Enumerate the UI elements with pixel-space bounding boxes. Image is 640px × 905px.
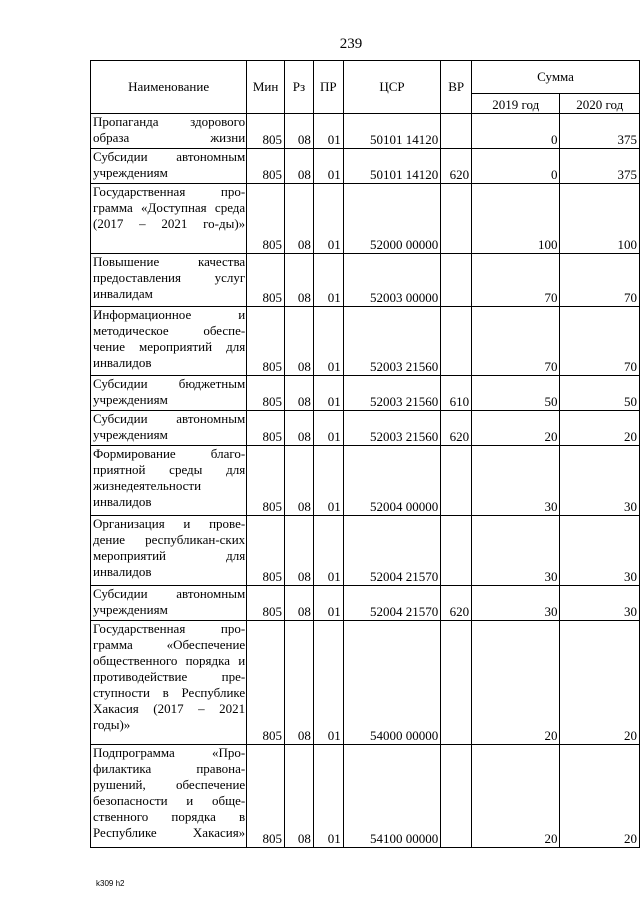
row-sum-2020: 375 bbox=[560, 114, 640, 149]
table-row bbox=[91, 411, 640, 446]
header-csr: ЦСР bbox=[343, 61, 441, 114]
row-sum-2019: 20 bbox=[472, 411, 560, 446]
row-rz: 08 bbox=[285, 184, 314, 254]
row-csr: 54000 00000 bbox=[343, 621, 441, 745]
row-name: Субсидии бюджетным учреждениям bbox=[91, 376, 247, 411]
row-rz: 08 bbox=[285, 516, 314, 586]
row-name: Субсидии автономным учреждениям bbox=[91, 411, 247, 446]
row-rz: 08 bbox=[285, 114, 314, 149]
row-vr: 620 bbox=[441, 586, 472, 621]
row-sum-2019: 20 bbox=[472, 621, 560, 745]
row-name: Повышение качества предоставления услуг инвалидам bbox=[91, 254, 247, 307]
page-number: 239 bbox=[339, 36, 363, 52]
row-sum-2020: 30 bbox=[560, 446, 640, 516]
table-row bbox=[91, 516, 640, 586]
row-min: 805 bbox=[247, 411, 285, 446]
row-vr bbox=[441, 446, 472, 516]
row-pr: 01 bbox=[313, 446, 343, 516]
row-pr: 01 bbox=[313, 149, 343, 184]
row-csr: 52003 21560 bbox=[343, 376, 441, 411]
header-sum: Сумма bbox=[472, 61, 640, 94]
row-sum-2020: 30 bbox=[560, 586, 640, 621]
row-vr bbox=[441, 114, 472, 149]
row-sum-2019: 50 bbox=[472, 376, 560, 411]
table-row bbox=[91, 446, 640, 516]
table-row bbox=[91, 149, 640, 184]
row-vr: 620 bbox=[441, 149, 472, 184]
row-rz: 08 bbox=[285, 376, 314, 411]
row-min: 805 bbox=[247, 586, 285, 621]
row-pr: 01 bbox=[313, 621, 343, 745]
row-name: Организация и прове-дение республикан-ских мероприятий для инвалидов bbox=[91, 516, 247, 586]
row-pr: 01 bbox=[313, 516, 343, 586]
row-vr bbox=[441, 254, 472, 307]
row-pr: 01 bbox=[313, 411, 343, 446]
row-name: Субсидии автономным учреждениям bbox=[91, 149, 247, 184]
row-csr: 54100 00000 bbox=[343, 745, 441, 848]
row-pr: 01 bbox=[313, 376, 343, 411]
row-rz: 08 bbox=[285, 586, 314, 621]
row-csr: 52003 21560 bbox=[343, 411, 441, 446]
row-csr: 52003 21560 bbox=[343, 307, 441, 376]
row-sum-2019: 0 bbox=[472, 114, 560, 149]
row-vr bbox=[441, 745, 472, 848]
header-year-2020: 2020 год bbox=[560, 94, 640, 114]
row-vr bbox=[441, 184, 472, 254]
row-name: Формирование благо-приятной среды для жизнедеятельности инвалидов bbox=[91, 446, 247, 516]
row-pr: 01 bbox=[313, 586, 343, 621]
row-min: 805 bbox=[247, 149, 285, 184]
row-vr bbox=[441, 307, 472, 376]
table-row bbox=[91, 621, 640, 745]
row-sum-2019: 20 bbox=[472, 745, 560, 848]
row-min: 805 bbox=[247, 254, 285, 307]
table-row bbox=[91, 586, 640, 621]
row-sum-2019: 30 bbox=[472, 446, 560, 516]
row-sum-2020: 375 bbox=[560, 149, 640, 184]
row-sum-2020: 20 bbox=[560, 621, 640, 745]
row-csr: 52004 21570 bbox=[343, 516, 441, 586]
table-row bbox=[91, 307, 640, 376]
header-name: Наименование bbox=[91, 61, 247, 114]
table-row bbox=[91, 745, 640, 848]
row-sum-2019: 30 bbox=[472, 586, 560, 621]
table-row bbox=[91, 114, 640, 149]
row-name: Информационное и методическое обеспе-чение мероприятий для инвалидов bbox=[91, 307, 247, 376]
header-min: Мин bbox=[247, 61, 285, 114]
row-vr: 610 bbox=[441, 376, 472, 411]
row-rz: 08 bbox=[285, 307, 314, 376]
row-pr: 01 bbox=[313, 254, 343, 307]
row-pr: 01 bbox=[313, 114, 343, 149]
row-name: Субсидии автономным учреждениям bbox=[91, 586, 247, 621]
row-vr bbox=[441, 516, 472, 586]
row-sum-2019: 100 bbox=[472, 184, 560, 254]
row-rz: 08 bbox=[285, 745, 314, 848]
row-name: Подпрограмма «Про-филактика правона-рушений, обеспечение безопасности и обще-ственного порядка в Республике Хакасия» bbox=[91, 745, 247, 848]
header-year-2019: 2019 год bbox=[472, 94, 560, 114]
footer-code: k309 h2 bbox=[96, 879, 125, 888]
budget-table bbox=[90, 60, 640, 848]
row-pr: 01 bbox=[313, 184, 343, 254]
row-csr: 50101 14120 bbox=[343, 114, 441, 149]
row-csr: 52004 21570 bbox=[343, 586, 441, 621]
row-csr: 52000 00000 bbox=[343, 184, 441, 254]
row-name: Государственная про-грамма «Обеспечение общественного порядка и противодействие пре-ступности в Республике Хакасия (2017 – 2021 годы)» bbox=[91, 621, 247, 745]
row-min: 805 bbox=[247, 114, 285, 149]
row-csr: 52003 00000 bbox=[343, 254, 441, 307]
row-sum-2019: 70 bbox=[472, 307, 560, 376]
row-sum-2019: 70 bbox=[472, 254, 560, 307]
row-name: Пропаганда здорового образа жизни bbox=[91, 114, 247, 149]
table-row bbox=[91, 376, 640, 411]
row-min: 805 bbox=[247, 516, 285, 586]
row-vr bbox=[441, 621, 472, 745]
row-min: 805 bbox=[247, 745, 285, 848]
row-sum-2020: 70 bbox=[560, 254, 640, 307]
row-sum-2020: 30 bbox=[560, 516, 640, 586]
row-sum-2020: 20 bbox=[560, 745, 640, 848]
row-pr: 01 bbox=[313, 745, 343, 848]
table-row bbox=[91, 254, 640, 307]
header-pr: ПР bbox=[313, 61, 343, 114]
row-min: 805 bbox=[247, 307, 285, 376]
header-vr: ВР bbox=[441, 61, 472, 114]
row-name: Государственная про-грамма «Доступная среда (2017 – 2021 го-ды)» bbox=[91, 184, 247, 254]
row-pr: 01 bbox=[313, 307, 343, 376]
row-rz: 08 bbox=[285, 254, 314, 307]
row-sum-2020: 20 bbox=[560, 411, 640, 446]
row-rz: 08 bbox=[285, 411, 314, 446]
table-row bbox=[91, 184, 640, 254]
row-min: 805 bbox=[247, 376, 285, 411]
row-sum-2019: 0 bbox=[472, 149, 560, 184]
row-csr: 52004 00000 bbox=[343, 446, 441, 516]
row-rz: 08 bbox=[285, 149, 314, 184]
row-sum-2020: 50 bbox=[560, 376, 640, 411]
row-rz: 08 bbox=[285, 446, 314, 516]
row-min: 805 bbox=[247, 184, 285, 254]
row-vr: 620 bbox=[441, 411, 472, 446]
row-sum-2019: 30 bbox=[472, 516, 560, 586]
row-sum-2020: 70 bbox=[560, 307, 640, 376]
row-sum-2020: 100 bbox=[560, 184, 640, 254]
header-rz: Рз bbox=[285, 61, 314, 114]
row-csr: 50101 14120 bbox=[343, 149, 441, 184]
row-rz: 08 bbox=[285, 621, 314, 745]
row-min: 805 bbox=[247, 621, 285, 745]
row-min: 805 bbox=[247, 446, 285, 516]
